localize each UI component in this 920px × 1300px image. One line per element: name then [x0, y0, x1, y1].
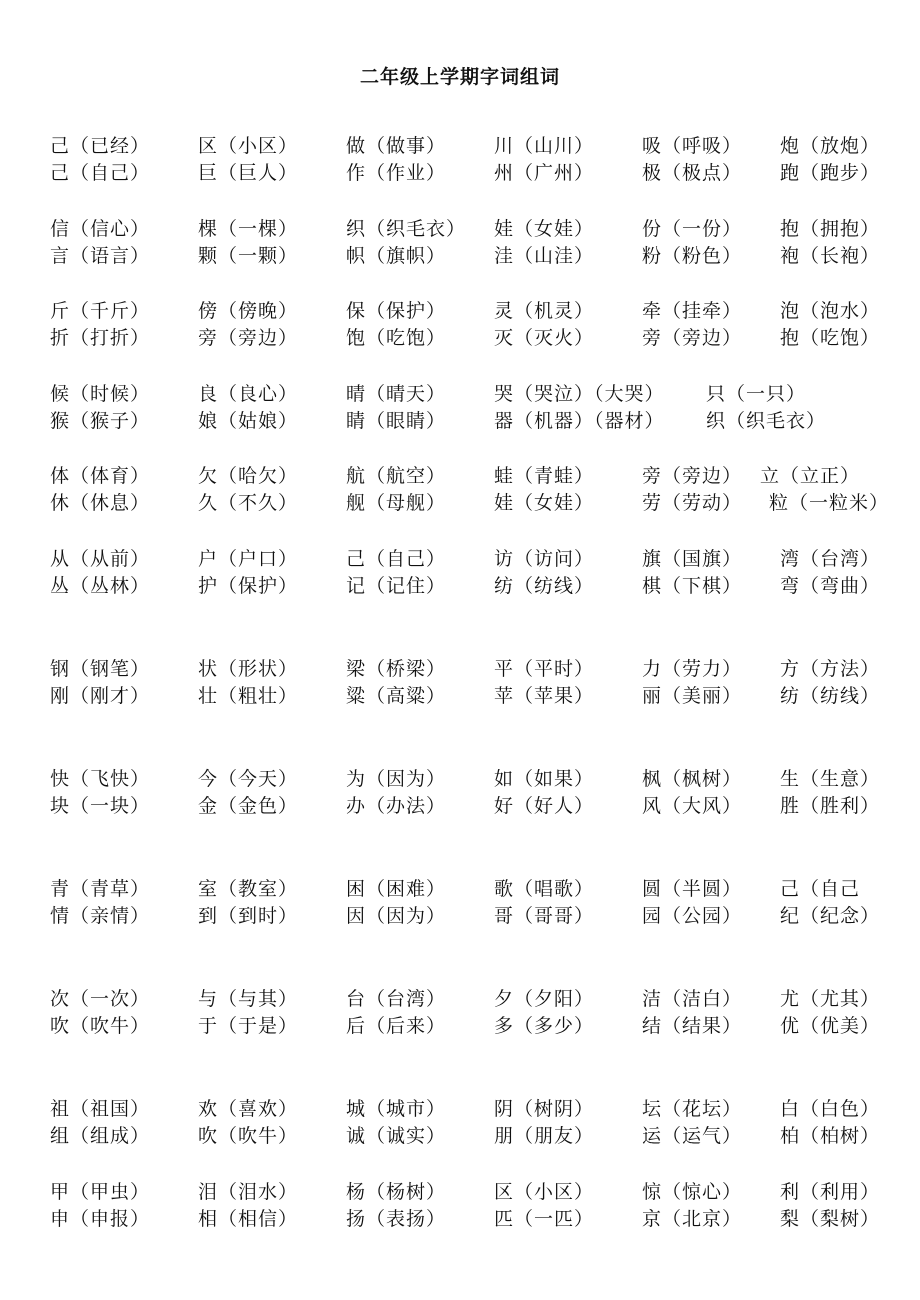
word-entry: 运（运气） [642, 1125, 743, 1147]
word-entry: 纺（纺线） [494, 575, 595, 597]
word-entry: 旁（旁边） [642, 327, 743, 349]
word-entry: 哥（哥哥） [494, 905, 595, 927]
word-entry: 信（信心） [50, 218, 151, 240]
word-row [0, 159, 920, 187]
word-entry: 于（于是） [198, 1015, 299, 1037]
word-row [0, 489, 920, 517]
word-row [0, 1178, 920, 1206]
word-entry: 良（良心） [198, 383, 299, 405]
word-entry: 苹（苹果） [494, 685, 595, 707]
word-row [0, 297, 920, 325]
word-entry: 方（方法） [780, 658, 881, 680]
word-entry: 柏（柏树） [780, 1125, 881, 1147]
word-entry: 旁（旁边） [642, 465, 743, 487]
word-entry: 袍（长袍） [780, 245, 881, 267]
word-entry: 风（大风） [642, 795, 743, 817]
word-entry: 做（做事） [346, 135, 447, 157]
word-entry: 吹（吹牛） [198, 1125, 299, 1147]
word-row [0, 324, 920, 352]
word-entry: 区（小区） [198, 135, 299, 157]
word-entry: 哭（哭泣）（大哭） [494, 383, 665, 405]
page-title: 二年级上学期字词组词 [359, 66, 560, 88]
word-entry: 娃（女娃） [494, 218, 595, 240]
word-row [0, 792, 920, 820]
word-entry: 阴（树阴） [494, 1098, 595, 1120]
word-entry: 力（劳力） [642, 658, 743, 680]
word-entry: 户（户口） [198, 548, 299, 570]
word-entry: 组（组成） [50, 1125, 151, 1147]
word-row [0, 875, 920, 903]
word-row [0, 132, 920, 160]
word-entry: 困（困难） [346, 878, 447, 900]
word-entry: 粉（粉色） [642, 245, 743, 267]
word-entry: 青（青草） [50, 878, 151, 900]
word-entry: 己（自己） [50, 162, 151, 184]
word-entry: 欢（喜欢） [198, 1098, 299, 1120]
word-entry: 相（相信） [198, 1208, 299, 1230]
word-entry: 湾（台湾） [780, 548, 881, 570]
word-entry: 杨（杨树） [346, 1181, 447, 1203]
word-row [0, 1012, 920, 1040]
word-entry: 台（台湾） [346, 988, 447, 1010]
word-entry: 平（平时） [494, 658, 595, 680]
word-entry: 今（今天） [198, 768, 299, 790]
word-entry: 己（已经） [50, 135, 151, 157]
word-entry: 后（后来） [346, 1015, 447, 1037]
word-entry: 傍（傍晚） [198, 300, 299, 322]
word-entry: 因（因为） [346, 905, 447, 927]
word-entry: 保（保护） [346, 300, 447, 322]
word-entry: 炮（放炮） [780, 135, 881, 157]
word-entry: 壮（粗壮） [198, 685, 299, 707]
word-entry: 夕（夕阳） [494, 988, 595, 1010]
word-row [0, 682, 920, 710]
word-entry: 快（飞快） [50, 768, 151, 790]
word-entry: 访（访问） [494, 548, 595, 570]
word-row [0, 985, 920, 1013]
word-entry: 钢（钢笔） [50, 658, 151, 680]
word-entry: 体（体育） [50, 465, 151, 487]
word-entry: 灭（灭火） [494, 327, 595, 349]
word-entry: 好（好人） [494, 795, 595, 817]
word-entry: 纪（纪念） [780, 905, 881, 927]
word-entry: 川（山川） [494, 135, 595, 157]
word-entry: 记（记住） [346, 575, 447, 597]
word-entry: 器（机器）（器材） [494, 410, 665, 432]
word-entry: 室（教室） [198, 878, 299, 900]
word-entry: 抱（拥抱） [780, 218, 881, 240]
word-row [0, 380, 920, 408]
word-entry: 状（形状） [198, 658, 299, 680]
word-entry: 为（因为） [346, 768, 447, 790]
word-entry: 园（公园） [642, 905, 743, 927]
word-entry: 区（小区） [494, 1181, 595, 1203]
word-entry: 晴（晴天） [346, 383, 447, 405]
word-entry: 与（与其） [198, 988, 299, 1010]
word-entry: 块（一块） [50, 795, 151, 817]
word-entry: 办（办法） [346, 795, 447, 817]
word-row [0, 655, 920, 683]
word-entry: 丛（丛林） [50, 575, 151, 597]
word-entry: 匹（一匹） [494, 1208, 595, 1230]
word-entry: 己（自己 [780, 878, 861, 900]
word-entry: 诚（诚实） [346, 1125, 447, 1147]
word-row [0, 242, 920, 270]
word-entry: 纺（纺线） [780, 685, 881, 707]
word-entry: 圆（半圆） [642, 878, 743, 900]
word-entry: 吸（呼吸） [642, 135, 743, 157]
word-entry: 惊（惊心） [642, 1181, 743, 1203]
word-entry: 白（白色） [780, 1098, 881, 1120]
word-entry: 劳（劳动） [642, 492, 743, 514]
word-entry: 洼（山洼） [494, 245, 595, 267]
word-entry: 弯（弯曲） [780, 575, 881, 597]
word-entry: 极（极点） [642, 162, 743, 184]
word-entry: 只（一只） [706, 383, 807, 405]
word-entry: 优（优美） [780, 1015, 881, 1037]
word-entry: 织（织毛衣） [706, 410, 827, 432]
word-row [0, 1205, 920, 1233]
word-entry: 欠（哈欠） [198, 465, 299, 487]
word-entry: 歌（唱歌） [494, 878, 595, 900]
word-entry: 州（广州） [494, 162, 595, 184]
word-entry: 抱（吃饱） [780, 327, 881, 349]
word-entry: 棵（一棵） [198, 218, 299, 240]
word-entry: 刚（刚才） [50, 685, 151, 707]
word-entry: 吹（吹牛） [50, 1015, 151, 1037]
word-entry: 尤（尤其） [780, 988, 881, 1010]
word-entry: 泪（泪水） [198, 1181, 299, 1203]
word-entry: 斤（千斤） [50, 300, 151, 322]
word-entry: 休（休息） [50, 492, 151, 514]
word-entry: 己（自己） [346, 548, 447, 570]
word-entry: 份（一份） [642, 218, 743, 240]
word-entry: 结（结果） [642, 1015, 743, 1037]
word-entry: 朋（朋友） [494, 1125, 595, 1147]
word-entry: 京（北京） [642, 1208, 743, 1230]
word-entry: 帜（旗帜） [346, 245, 447, 267]
word-entry: 申（申报） [50, 1208, 151, 1230]
word-entry: 梁（桥梁） [346, 658, 447, 680]
word-entry: 颗（一颗） [198, 245, 299, 267]
word-entry: 娘（姑娘） [198, 410, 299, 432]
word-entry: 航（航空） [346, 465, 447, 487]
word-entry: 情（亲情） [50, 905, 151, 927]
word-entry: 泡（泡水） [780, 300, 881, 322]
word-entry: 从（从前） [50, 548, 151, 570]
word-entry: 胜（胜利） [780, 795, 881, 817]
word-entry: 坛（花坛） [642, 1098, 743, 1120]
word-entry: 娃（女娃） [494, 492, 595, 514]
word-row [0, 545, 920, 573]
word-entry: 到（到时） [198, 905, 299, 927]
word-entry: 蛙（青蛙） [494, 465, 595, 487]
word-entry: 饱（吃饱） [346, 327, 447, 349]
word-entry: 丽（美丽） [642, 685, 743, 707]
word-row [0, 1122, 920, 1150]
word-row [0, 765, 920, 793]
word-entry: 舰（母舰） [346, 492, 447, 514]
word-entry: 城（城市） [346, 1098, 447, 1120]
word-entry: 金（金色） [198, 795, 299, 817]
word-entry: 生（生意） [780, 768, 881, 790]
word-entry: 粒（一粒米） [769, 492, 890, 514]
word-row [0, 462, 920, 490]
word-entry: 梨（梨树） [780, 1208, 881, 1230]
word-entry: 次（一次） [50, 988, 151, 1010]
word-entry: 洁（洁白） [642, 988, 743, 1010]
word-entry: 织（织毛衣） [346, 218, 467, 240]
word-row [0, 215, 920, 243]
word-entry: 巨（巨人） [198, 162, 299, 184]
word-entry: 猴（猴子） [50, 410, 151, 432]
word-entry: 言（语言） [50, 245, 151, 267]
word-entry: 棋（下棋） [642, 575, 743, 597]
word-entry: 折（打折） [50, 327, 151, 349]
word-entry: 旁（旁边） [198, 327, 299, 349]
word-entry: 睛（眼睛） [346, 410, 447, 432]
word-entry: 跑（跑步） [780, 162, 881, 184]
word-row [0, 902, 920, 930]
word-entry: 甲（甲虫） [50, 1181, 151, 1203]
word-entry: 祖（祖国） [50, 1098, 151, 1120]
word-entry: 灵（机灵） [494, 300, 595, 322]
word-row [0, 1095, 920, 1123]
word-entry: 旗（国旗） [642, 548, 743, 570]
word-entry: 利（利用） [780, 1181, 881, 1203]
word-row [0, 407, 920, 435]
word-entry: 候（时候） [50, 383, 151, 405]
word-entry: 粱（高粱） [346, 685, 447, 707]
word-entry: 如（如果） [494, 768, 595, 790]
word-entry: 牵（挂牵） [642, 300, 743, 322]
word-entry: 多（多少） [494, 1015, 595, 1037]
word-entry: 扬（表扬） [346, 1208, 447, 1230]
word-entry: 枫（枫树） [642, 768, 743, 790]
word-entry: 作（作业） [346, 162, 447, 184]
word-row [0, 572, 920, 600]
word-entry: 立（立正） [760, 465, 861, 487]
word-entry: 护（保护） [198, 575, 299, 597]
word-entry: 久（不久） [198, 492, 299, 514]
